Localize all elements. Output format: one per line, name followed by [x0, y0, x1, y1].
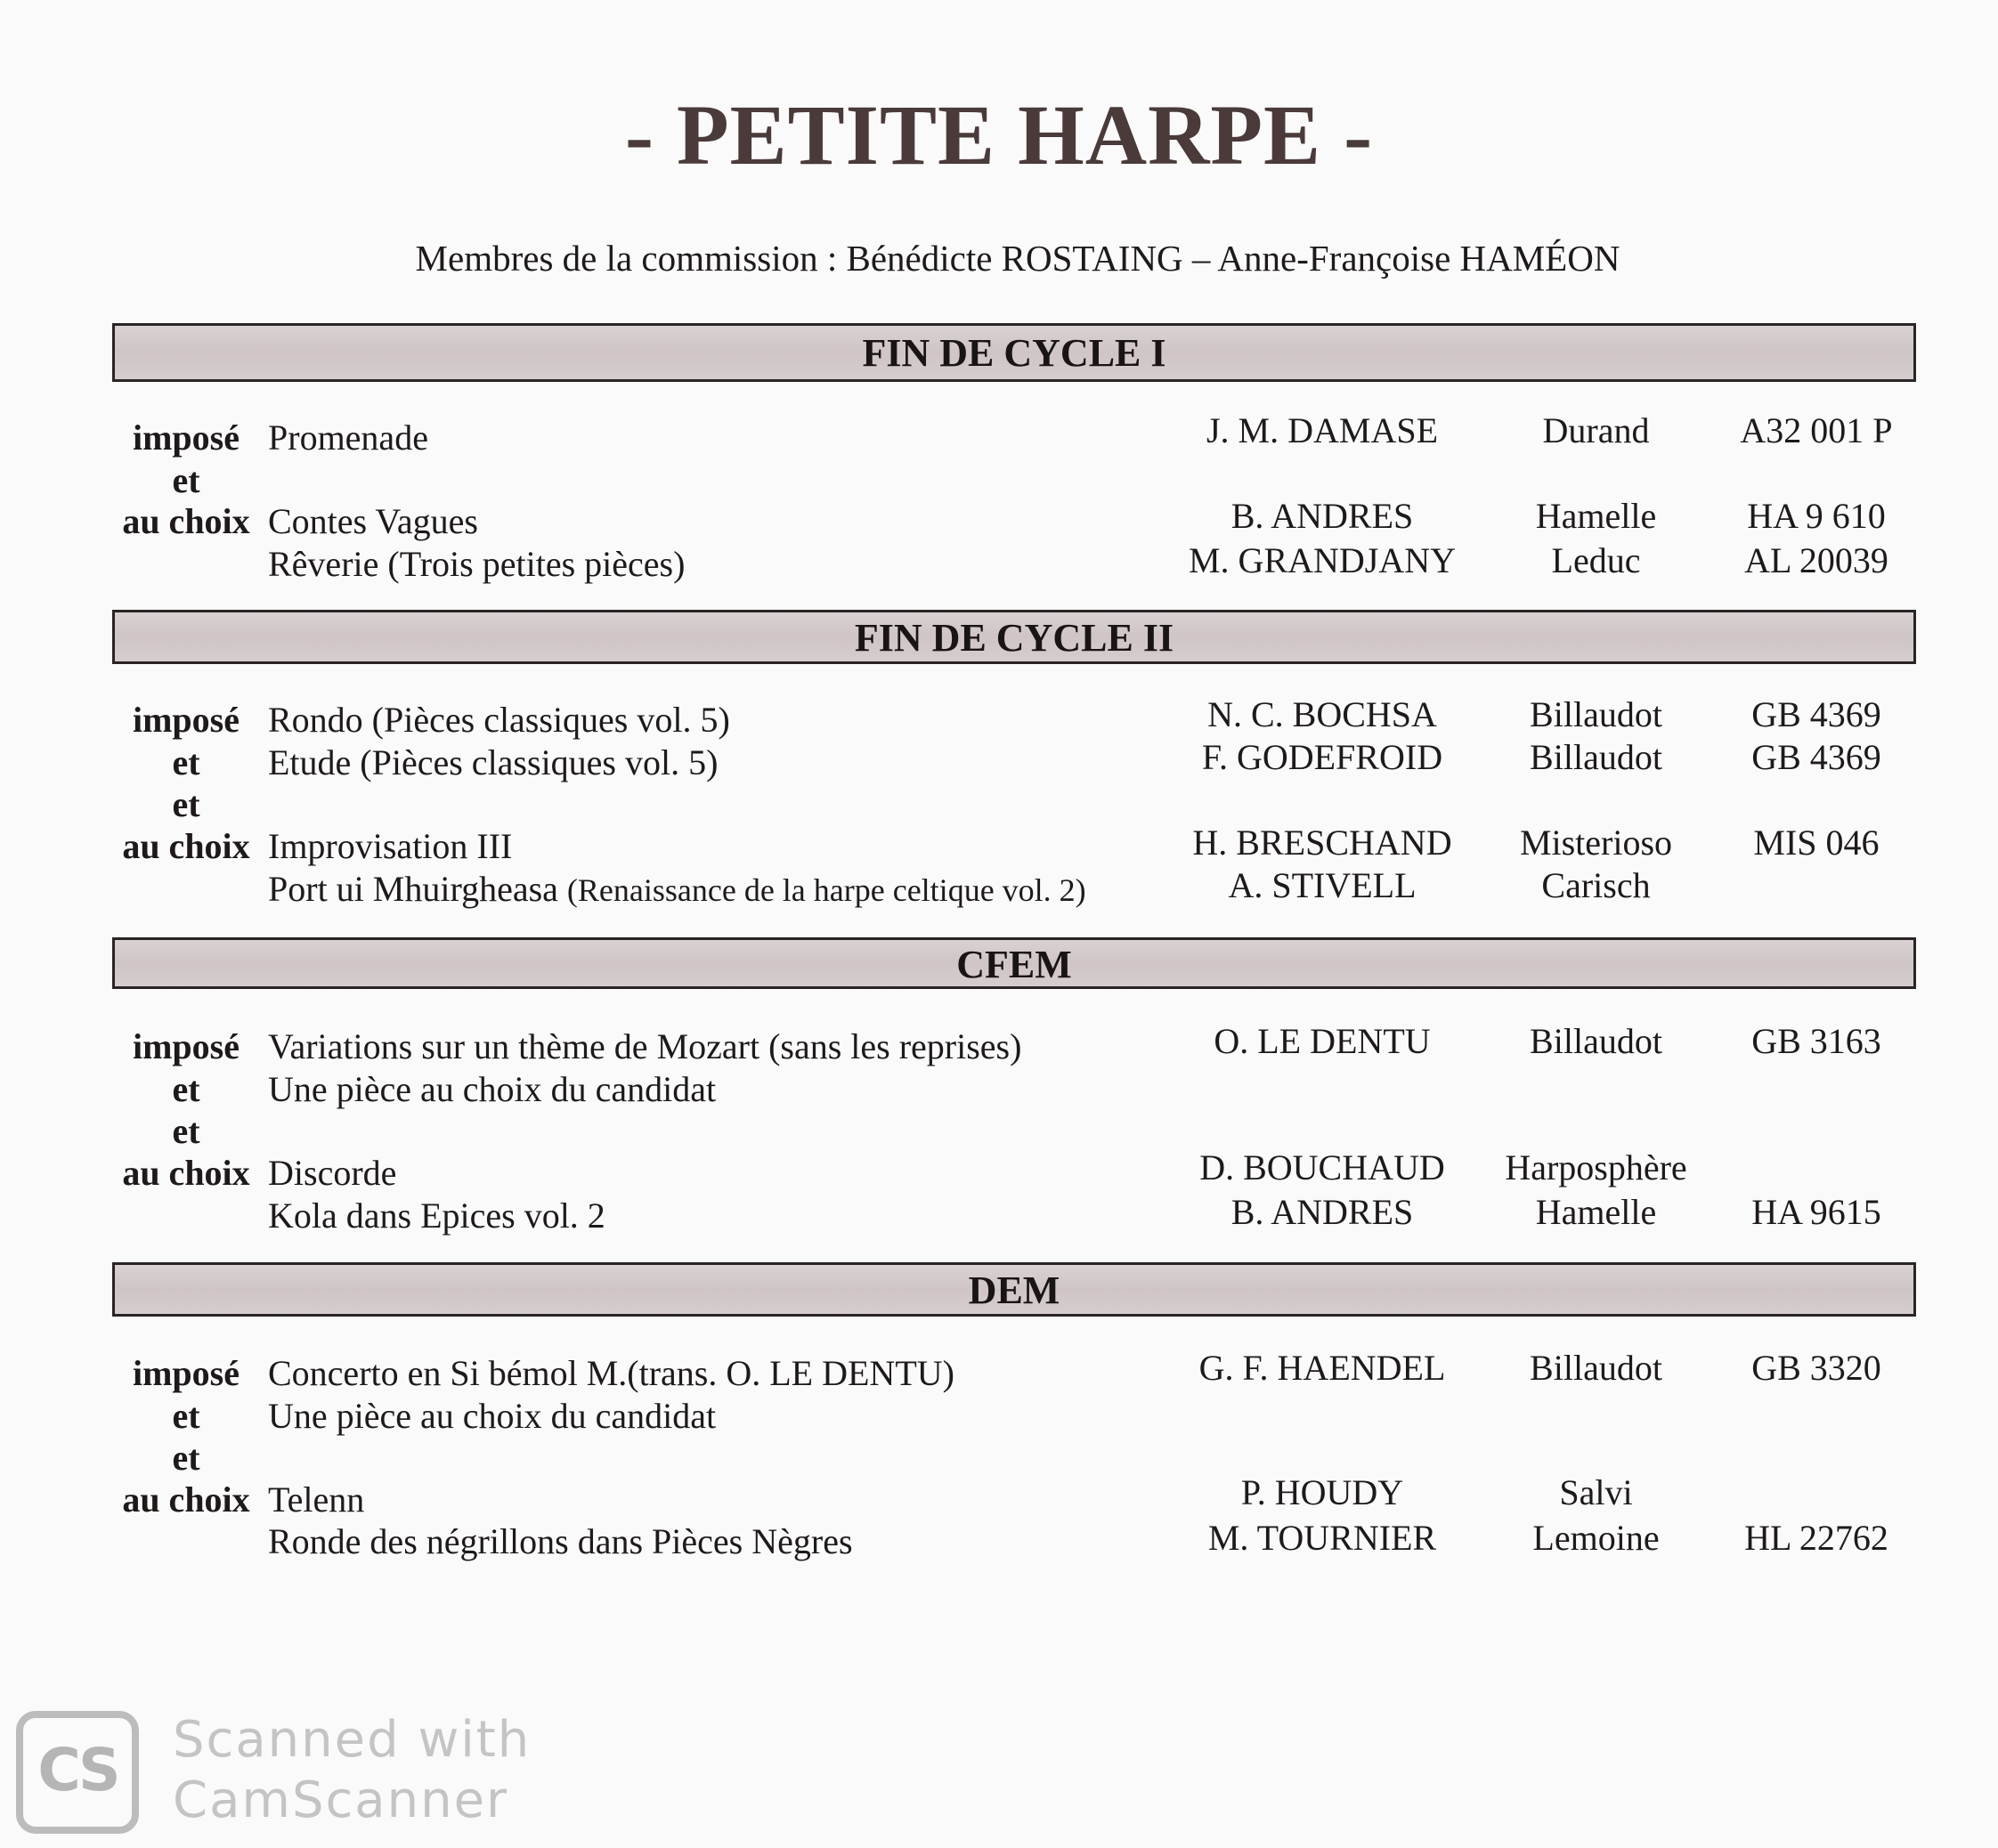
- work-title: Improvisation III: [268, 826, 513, 866]
- composer: A. STIVELL: [1228, 865, 1417, 905]
- row-label: et: [172, 460, 200, 500]
- work-note: (Renaissance de la harpe celtique vol. 2): [566, 872, 1086, 908]
- section-heading-fin-de-cycle-2: FIN DE CYCLE II: [112, 610, 1916, 664]
- composer: N. C. BOCHSA: [1207, 694, 1437, 734]
- commission-members: Membres de la commission : Bénédicte ROSTAING – Anne-Françoise HAMÉON: [415, 238, 1620, 279]
- row-label: au choix: [122, 501, 250, 541]
- composer: P. HOUDY: [1240, 1472, 1404, 1512]
- composer: H. BRESCHAND: [1192, 823, 1452, 863]
- row-label: imposé: [133, 700, 240, 740]
- composer: G. F. HAENDEL: [1198, 1348, 1446, 1388]
- work-title: Une pièce au choix du candidat: [268, 1396, 717, 1436]
- publisher: Leduc: [1551, 540, 1641, 580]
- edition-reference: GB 3163: [1751, 1021, 1881, 1061]
- table-row: [0, 1192, 1998, 1237]
- table-row: [0, 1068, 1998, 1111]
- edition-reference: HA 9615: [1751, 1192, 1881, 1232]
- work-title: [268, 868, 1086, 910]
- table-row: [0, 496, 1998, 543]
- work-title: Rêverie (Trois petites pièces): [268, 544, 686, 584]
- work-title: Une pièce au choix du candidat: [268, 1069, 717, 1109]
- table-row: [0, 1520, 1998, 1563]
- row-label: imposé: [133, 417, 240, 458]
- edition-reference: MIS 046: [1753, 823, 1880, 863]
- table-row: [0, 737, 1998, 784]
- row-label: et: [172, 1438, 200, 1478]
- edition-reference: A32 001 P: [1740, 410, 1893, 450]
- publisher: Hamelle: [1535, 496, 1657, 536]
- row-label: au choix: [122, 826, 250, 866]
- work-title: Kola dans Epices vol. 2: [268, 1196, 605, 1236]
- edition-reference: AL 20039: [1744, 540, 1888, 580]
- publisher: Salvi: [1559, 1472, 1633, 1512]
- edition-reference: GB 3320: [1751, 1348, 1881, 1388]
- publisher: Durand: [1542, 410, 1650, 450]
- publisher: Lemoine: [1532, 1518, 1660, 1558]
- work-title-main: Port ui Mhuirgheasa: [268, 869, 558, 909]
- work-title: Rondo (Pièces classiques vol. 5): [268, 700, 730, 740]
- row-label: imposé: [133, 1353, 240, 1393]
- edition-reference: HL 22762: [1744, 1518, 1888, 1558]
- edition-reference: GB 4369: [1751, 694, 1881, 734]
- work-title: Variations sur un thème de Mozart (sans les reprises): [268, 1026, 1022, 1066]
- section-heading-fin-de-cycle-1: FIN DE CYCLE I: [112, 323, 1916, 382]
- composer: M. TOURNIER: [1207, 1518, 1437, 1558]
- table-row: [0, 694, 1998, 742]
- composer: B. ANDRES: [1230, 1192, 1414, 1232]
- row-label: et: [172, 784, 200, 824]
- row-label: et: [172, 1069, 200, 1109]
- publisher: Carisch: [1541, 865, 1651, 905]
- publisher: Billaudot: [1530, 1348, 1662, 1388]
- page-title: - PETITE HARPE -: [624, 87, 1374, 182]
- row-label: et: [172, 1396, 200, 1436]
- section-heading-dem: DEM: [112, 1262, 1916, 1317]
- table-row: [0, 865, 1998, 911]
- table-row: [0, 1147, 1998, 1195]
- table-row: [0, 783, 1998, 826]
- edition-reference: HA 9 610: [1747, 496, 1886, 536]
- composer: F. GODEFROID: [1201, 737, 1443, 777]
- publisher: Billaudot: [1530, 1021, 1662, 1061]
- watermark-line-1: Scanned with: [173, 1711, 532, 1769]
- table-row: [0, 1348, 1998, 1395]
- work-title: Etude (Pièces classiques vol. 5): [268, 742, 719, 782]
- work-title: Contes Vagues: [268, 501, 478, 541]
- work-title: Ronde des négrillons dans Pièces Nègres: [268, 1521, 853, 1561]
- table-row: [0, 410, 1998, 459]
- work-title: Concerto en Si bémol M.(trans. O. LE DENTU): [268, 1353, 954, 1393]
- row-label: et: [172, 1111, 200, 1151]
- table-row: [0, 540, 1998, 586]
- publisher: Hamelle: [1535, 1192, 1657, 1232]
- composer: O. LE DENTU: [1214, 1021, 1431, 1061]
- camscanner-logo: CS: [16, 1711, 139, 1834]
- table-row: [0, 1395, 1998, 1438]
- publisher: Billaudot: [1530, 694, 1662, 734]
- section-heading-cfem: CFEM: [112, 937, 1916, 989]
- row-label: et: [172, 742, 200, 782]
- table-row: [0, 1472, 1998, 1521]
- work-title: Discorde: [268, 1153, 397, 1193]
- composer: D. BOUCHAUD: [1199, 1147, 1445, 1187]
- publisher: Billaudot: [1530, 737, 1662, 777]
- composer: M. GRANDJANY: [1188, 540, 1457, 580]
- row-label: imposé: [133, 1026, 240, 1066]
- publisher: Harposphère: [1505, 1147, 1687, 1187]
- watermark-line-2: CamScanner: [173, 1771, 509, 1829]
- edition-reference: GB 4369: [1751, 737, 1881, 777]
- row-label: au choix: [122, 1479, 250, 1520]
- composer: J. M. DAMASE: [1206, 410, 1439, 450]
- composer: B. ANDRES: [1230, 496, 1414, 536]
- row-label: au choix: [122, 1153, 250, 1193]
- work-title: Promenade: [268, 417, 428, 458]
- table-row: [0, 825, 1998, 868]
- publisher: Misterioso: [1519, 823, 1673, 863]
- work-title: Telenn: [268, 1479, 365, 1520]
- table-row: [0, 1021, 1998, 1068]
